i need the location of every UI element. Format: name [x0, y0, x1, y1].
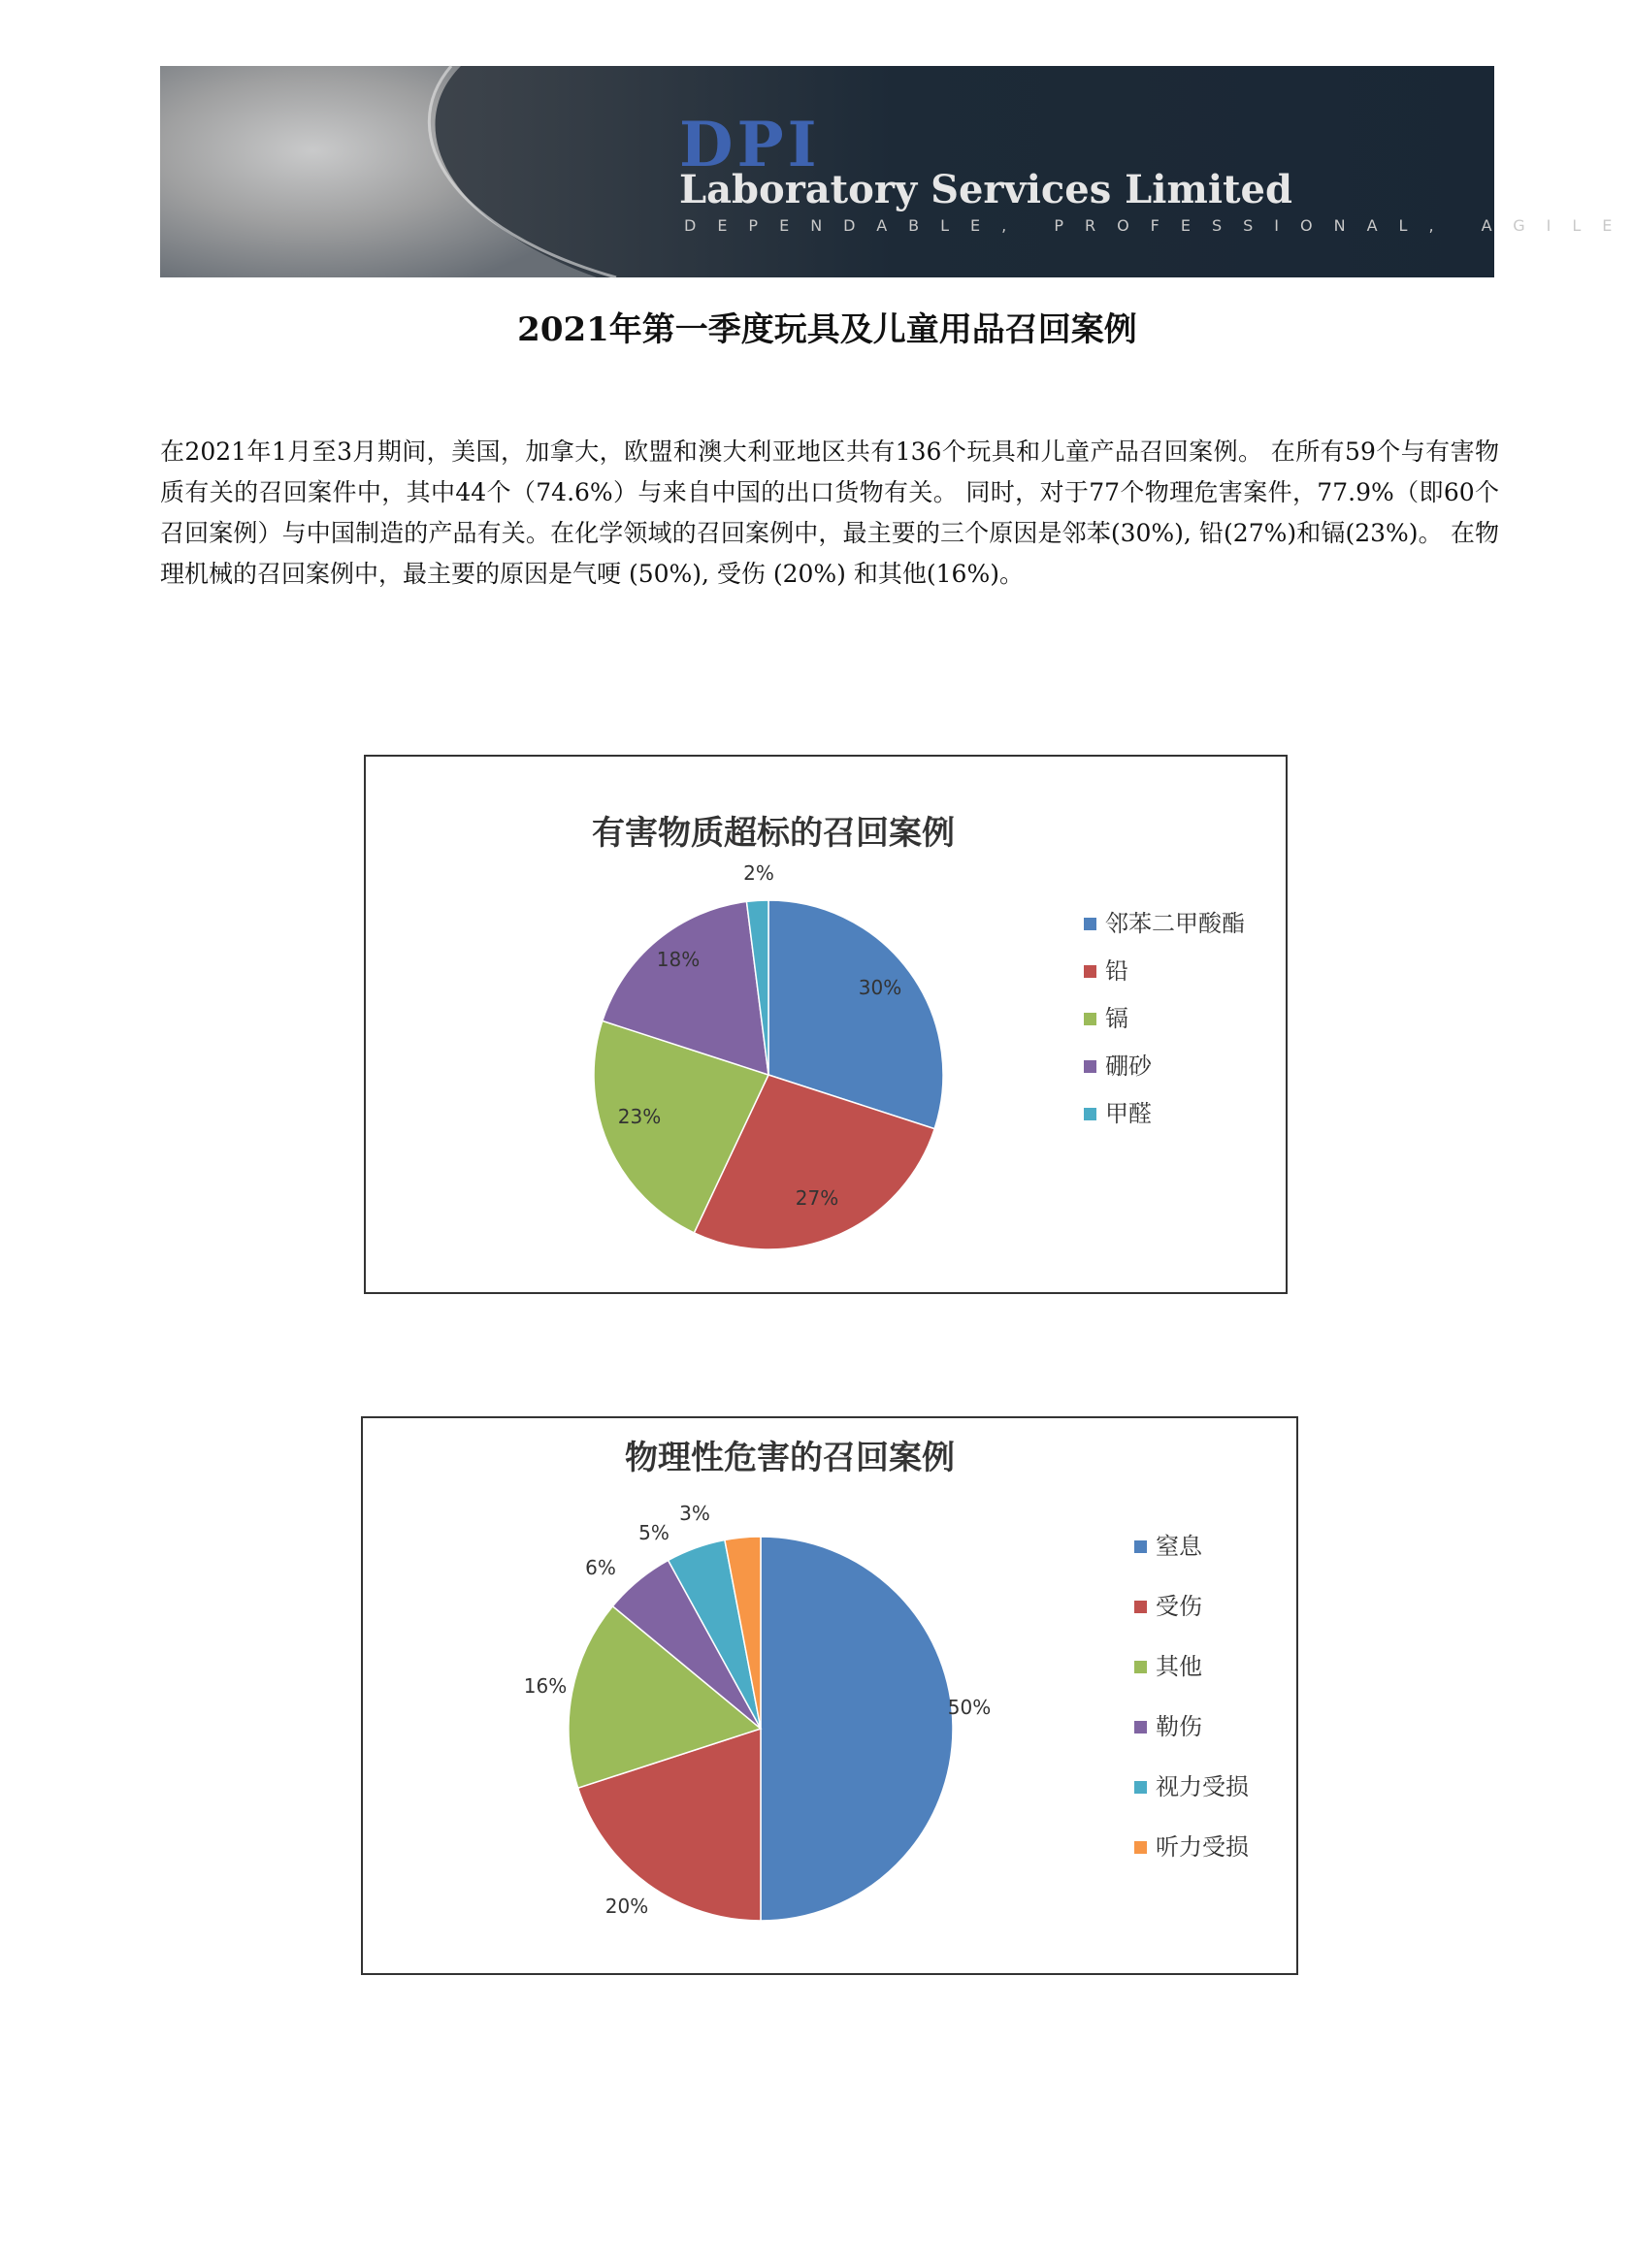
legend-label-4: 硼砂 [1105, 1053, 1152, 1080]
pie-slices [594, 900, 943, 1249]
chart-title: 物理性危害的召回案例 [625, 1439, 955, 1477]
slice-label-3: 23% [617, 1105, 662, 1128]
document-title: 2021年第一季度玩具及儿童用品召回案例 [517, 310, 1137, 349]
slice-label-5: 5% [638, 1521, 670, 1544]
legend-swatch-4 [1084, 1060, 1096, 1073]
legend [1084, 910, 1245, 1127]
physical-hazard-chart [361, 1416, 1298, 1975]
slice-label-1: 30% [858, 976, 902, 999]
legend-label-2: 受伤 [1156, 1593, 1202, 1620]
legend-label-5: 甲醛 [1105, 1100, 1152, 1127]
brand-tagline: DEPENDABLE, PROFESSIONAL, AGILE [684, 216, 1633, 235]
legend-swatch-2 [1134, 1601, 1147, 1613]
legend-swatch-5 [1134, 1781, 1147, 1794]
pie-slice-1 [761, 1537, 953, 1921]
legend-label-1: 邻苯二甲酸酯 [1105, 910, 1245, 937]
slice-label-6: 3% [679, 1502, 710, 1525]
brand-mark: DPI [679, 109, 821, 181]
legend-label-4: 勒伤 [1156, 1713, 1202, 1740]
legend-swatch-2 [1084, 965, 1096, 978]
header-banner [160, 66, 1633, 277]
legend-label-3: 其他 [1156, 1653, 1202, 1680]
hazardous-substance-chart-svg [366, 757, 1290, 1296]
physical-hazard-chart-svg [363, 1418, 1300, 1977]
legend-label-2: 铅 [1105, 957, 1128, 985]
legend-swatch-3 [1084, 1013, 1096, 1025]
legend-label-3: 镉 [1105, 1005, 1128, 1032]
slice-label-2: 27% [795, 1186, 839, 1210]
legend-swatch-1 [1134, 1540, 1147, 1553]
legend-swatch-6 [1134, 1841, 1147, 1854]
slice-label-5: 2% [743, 861, 774, 885]
slice-label-4: 18% [656, 948, 701, 971]
hazardous-substance-chart [364, 755, 1288, 1294]
intro-paragraph: 在2021年1月至3月期间，美国，加拿大，欧盟和澳大利亚地区共有136个玩具和儿童产品召回案例。 在所有59个与有害物质有关的召回案件中，其中44个（74.6%）与来自中国的出口货物有关。 同时，对于77个物理危害案件，77.9%（即60个召回案例）与中国制造的产品有关。在化学领域的召回案例中，最主要的三个原因是邻苯(30%), 铅(27%)和镉(23%)。 在物理机械的召回案例中，最主要的原因是气哽 (50%), 受伤 (20%) 和其他(16%)。 [160, 437, 1499, 588]
legend-label-6: 听力受损 [1156, 1833, 1249, 1861]
legend-swatch-4 [1134, 1721, 1147, 1733]
slice-label-1: 50% [947, 1696, 992, 1719]
legend-label-5: 视力受损 [1156, 1773, 1249, 1800]
pie-slices [569, 1537, 953, 1921]
slice-label-4: 6% [585, 1556, 616, 1579]
legend-swatch-5 [1084, 1108, 1096, 1120]
legend-swatch-1 [1084, 918, 1096, 930]
chart-title: 有害物质超标的召回案例 [592, 814, 955, 853]
legend-swatch-3 [1134, 1661, 1147, 1673]
brand-name: Laboratory Services Limited [679, 167, 1292, 212]
slice-label-3: 16% [523, 1674, 568, 1698]
slice-label-2: 20% [604, 1895, 649, 1918]
legend-label-1: 窒息 [1156, 1533, 1202, 1560]
legend [1134, 1533, 1249, 1861]
